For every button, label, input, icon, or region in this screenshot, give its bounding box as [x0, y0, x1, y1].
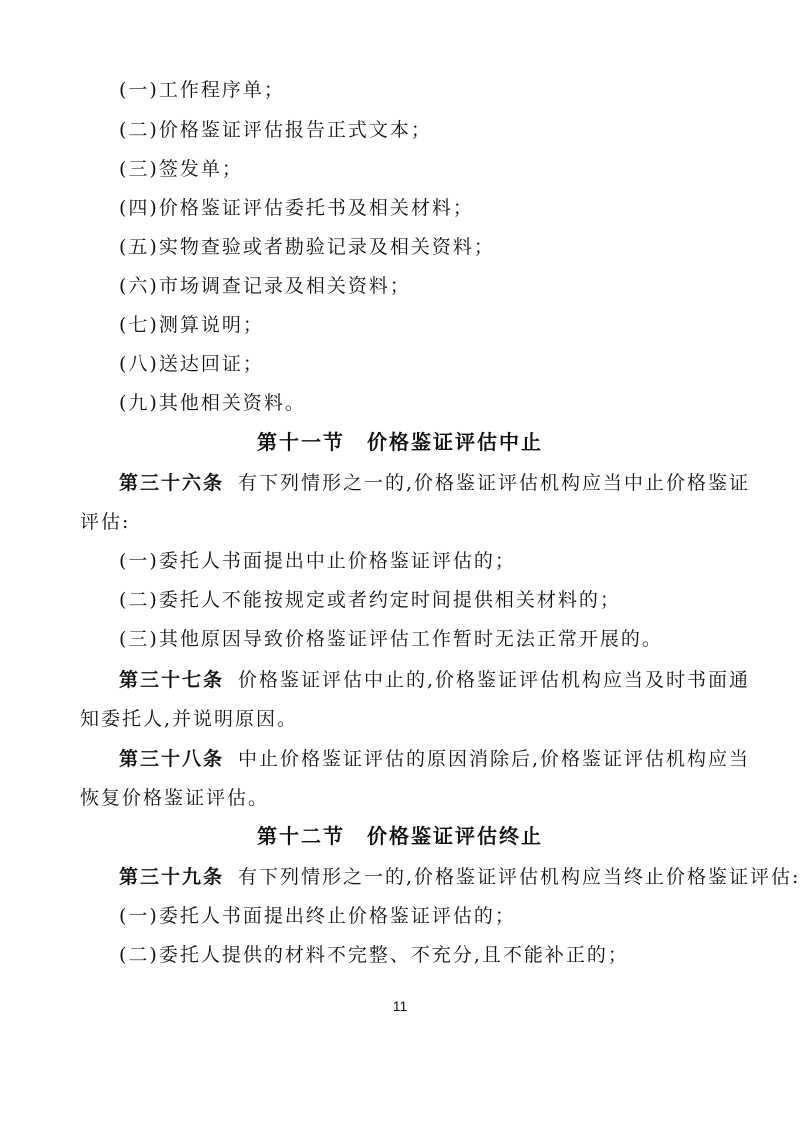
article-39-line-1 [119, 864, 800, 890]
list-item: (七)测算说明； [119, 314, 264, 336]
article-number: 第三十九条 [119, 866, 225, 888]
section-heading: 第十一节 价格鉴证评估中止 [257, 430, 543, 454]
article-38-line-2: 恢复价格鉴证评估。 [80, 787, 270, 809]
list-item: (一)委托人书面提出终止价格鉴证评估的； [119, 905, 516, 927]
article-text: 价格鉴证评估中止的,价格鉴证评估机构应当及时书面通 [238, 669, 751, 691]
list-item: (二)价格鉴证评估报告正式文本； [119, 119, 432, 141]
article-37-line-2: 知委托人,并说明原因。 [80, 708, 299, 730]
list-item: (四)价格鉴证评估委托书及相关材料； [119, 197, 474, 219]
list-item: (八)送达回证； [119, 353, 264, 375]
section-heading: 第十二节 价格鉴证评估终止 [257, 824, 543, 848]
list-item: (二)委托人提供的材料不完整、不充分,且不能补正的； [119, 944, 629, 966]
article-number: 第三十八条 [119, 748, 225, 770]
article-text: 有下列情形之一的,价格鉴证评估机构应当中止价格鉴证 [238, 472, 751, 494]
article-text: 中止价格鉴证评估的原因消除后,价格鉴证评估机构应当 [238, 748, 751, 770]
article-text: 有下列情形之一的,价格鉴证评估机构应当终止价格鉴证评估: [238, 866, 800, 888]
article-number: 第三十七条 [119, 669, 225, 691]
list-item: (一)工作程序单； [119, 79, 285, 101]
list-item: (六)市场调查记录及相关资料； [119, 275, 411, 297]
article-36-line-1 [119, 470, 750, 496]
article-38-line-1 [119, 746, 750, 772]
list-item: (三)签发单； [119, 158, 243, 180]
article-number: 第三十六条 [119, 472, 225, 494]
list-item: (一)委托人书面提出中止价格鉴证评估的； [119, 550, 516, 572]
list-item: (九)其他相关资料。 [119, 392, 306, 414]
list-item: (五)实物查验或者勘验记录及相关资料； [119, 236, 495, 258]
article-37-line-1 [119, 667, 750, 693]
page-number: 11 [392, 998, 408, 1014]
list-item: (二)委托人不能按规定或者约定时间提供相关材料的； [119, 589, 621, 611]
list-item: (三)其他原因导致价格鉴证评估工作暂时无法正常开展的。 [119, 628, 663, 650]
article-36-line-2: 评估: [80, 511, 131, 533]
